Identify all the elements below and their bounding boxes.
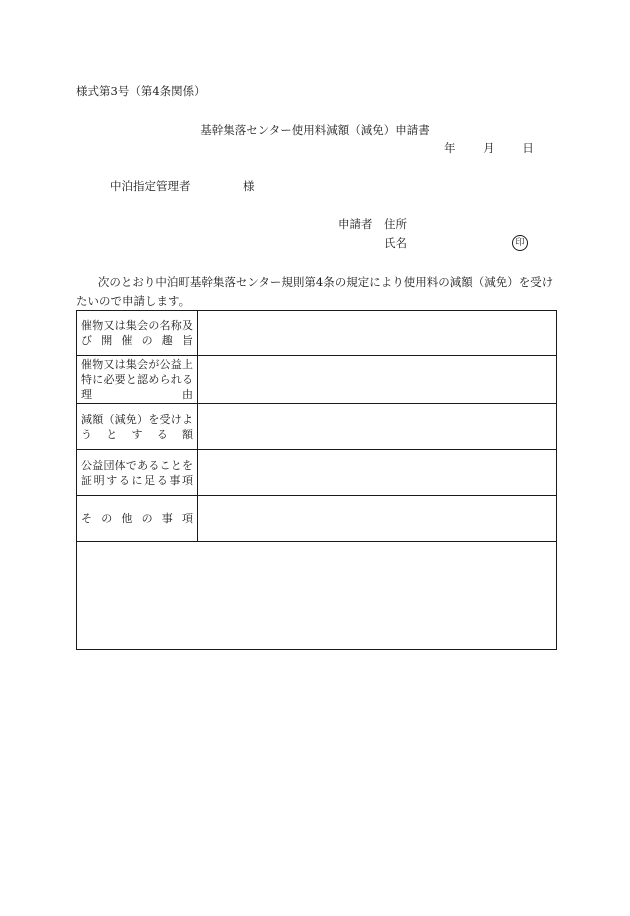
table-row <box>77 450 557 496</box>
table-row <box>77 404 557 450</box>
row-value-other-matters[interactable] <box>198 496 557 542</box>
row-value-reduction-amount[interactable] <box>198 404 557 450</box>
table-row <box>77 356 557 404</box>
addressee-name: 中泊指定管理者 <box>110 179 191 193</box>
applicant-label: 申請者 <box>338 217 373 231</box>
table-row <box>77 496 557 542</box>
date-day-label: 日 <box>522 141 534 155</box>
seal-icon: 印 <box>512 235 528 251</box>
row-value-public-org-proof[interactable] <box>198 450 557 496</box>
form-number: 様式第3号（第4条関係） <box>76 84 206 98</box>
row-label-public-reason: 催物又は集会が公益上特に必要と認められる理由 <box>77 356 198 404</box>
document-title: 基幹集落センター使用料減額（減免）申請書 <box>200 123 430 137</box>
row-value-public-reason[interactable] <box>198 356 557 404</box>
row-label-reduction-amount: 減額（減免）を受けようとする額 <box>77 404 198 450</box>
address-label: 住所 <box>384 217 407 231</box>
date-year-label: 年 <box>444 141 456 155</box>
row-value-event-name[interactable] <box>198 311 557 356</box>
table-row <box>77 311 557 356</box>
row-label-public-org-proof: 公益団体であることを証明するに足る事項 <box>77 450 198 496</box>
name-label: 氏名 <box>384 236 407 250</box>
body-text: 次のとおり中泊町基幹集落センター規則第4条の規定により使用料の減額（減免）を受けたいので申請します。 <box>76 275 554 308</box>
row-label-other-matters: その他の事項 <box>77 496 198 542</box>
table-row <box>77 542 557 650</box>
addressee-honorific: 様 <box>243 179 255 193</box>
row-label-event-name: 催物又は集会の名称及び開催の趣旨 <box>77 311 198 356</box>
table-footer-area[interactable] <box>77 542 557 650</box>
date-month-label: 月 <box>483 141 495 155</box>
request-table <box>76 310 557 650</box>
date-line <box>444 143 534 155</box>
